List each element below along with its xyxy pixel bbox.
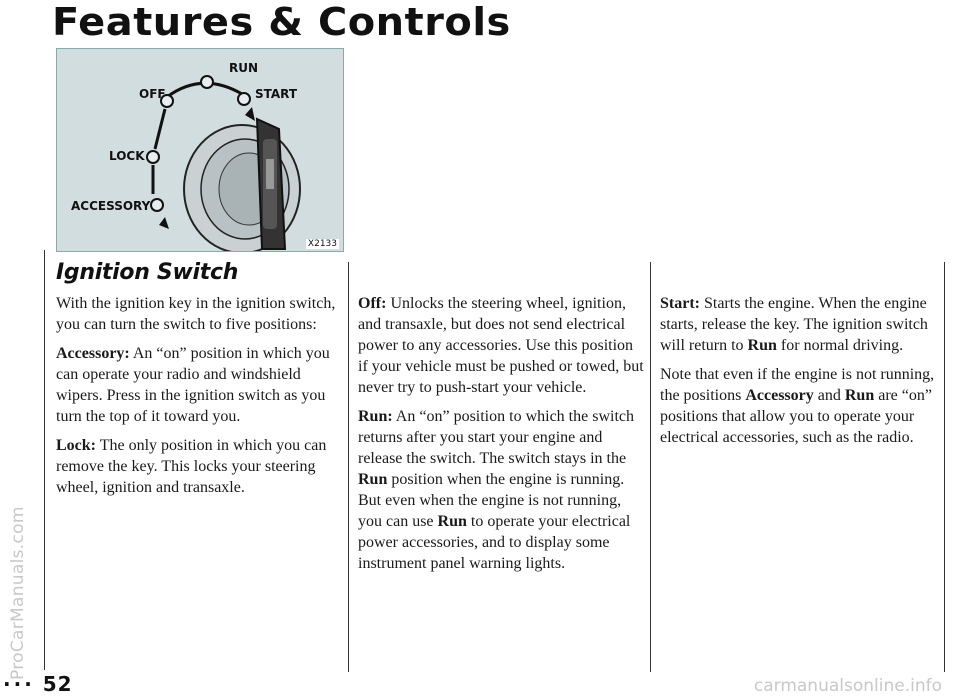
run-bold-1: Run (358, 471, 388, 488)
run-text-2: position when the engine is running. But even when the engine is not running, you can use (358, 471, 625, 530)
figure-code: X2133 (307, 239, 337, 249)
watermark-left: ProCarManuals.com (8, 506, 28, 680)
note-paragraph (660, 364, 938, 448)
column-3 (660, 293, 938, 456)
lock-term: Lock: (56, 437, 96, 454)
start-text-1: Starts the engine. When the engine starts, release the key. The ignition switch will return to (660, 295, 928, 354)
lock-text: The only position in which you can remove the key. This locks your steering wheel, ignition and transaxle. (56, 437, 327, 496)
column-rule-3 (944, 262, 945, 672)
off-paragraph (358, 293, 644, 398)
column-rule-1 (348, 262, 349, 672)
figure-label-start: START (255, 87, 298, 101)
off-term: Off: (358, 295, 387, 312)
watermark-bottom: carmanualsonline.info (753, 676, 942, 696)
run-term: Run: (358, 408, 393, 425)
note-bold-2: Run (844, 387, 875, 404)
start-text-2: for normal driving. (776, 337, 904, 354)
figure-label-off: OFF (139, 87, 166, 101)
ignition-switch-figure (56, 48, 344, 252)
figure-label-lock: LOCK (109, 149, 145, 163)
page-title: Features & Controls (52, 0, 511, 44)
left-margin-rule (44, 250, 45, 670)
note-text-2: and (813, 387, 845, 404)
accessory-term: Accessory: (56, 345, 130, 362)
run-paragraph (358, 406, 644, 574)
run-text-1: An “on” position to which the switch returns after you start your engine and release the switch. The switch stays in the (358, 408, 634, 467)
lock-paragraph (56, 435, 338, 498)
accessory-text: An “on” position in which you can operate your radio and windshield wipers. Press in the ignition switch as you turn the top of it toward you. (56, 345, 330, 425)
note-text-3: are “on” positions that allow you to operate your electrical accessories, such as the radio. (660, 387, 932, 446)
start-paragraph (660, 293, 938, 356)
page-number-value: 52 (42, 672, 73, 696)
note-text-1: Note that even if the engine is not running, the positions (660, 366, 935, 404)
figure-label-accessory: ACCESSORY (71, 199, 151, 213)
column-rule-2 (650, 262, 651, 672)
page-number (3, 672, 73, 696)
off-text: Unlocks the steering wheel, ignition, and transaxle, but does not send electrical power to any accessories. Use this position if your vehicle must be pushed or towed, but never try to push-start your vehicle. (358, 295, 644, 396)
run-text-3: to operate your electrical power accessories, and to display some instrument panel warning lights. (358, 513, 631, 572)
intro-paragraph: With the ignition key in the ignition switch, you can turn the switch to five positions: (56, 295, 336, 333)
column-2 (358, 293, 644, 582)
section-heading: Ignition Switch (56, 260, 239, 285)
figure-label-run: RUN (229, 61, 259, 75)
run-bold-2: Run (437, 513, 467, 530)
page-number-dots: ··· (3, 672, 35, 696)
note-bold-1: Accessory (745, 387, 814, 404)
accessory-paragraph (56, 343, 338, 427)
start-bold: Run (747, 337, 777, 354)
start-term: Start: (660, 295, 700, 312)
ignition-switch-illustration (57, 49, 343, 251)
column-1 (56, 293, 338, 506)
